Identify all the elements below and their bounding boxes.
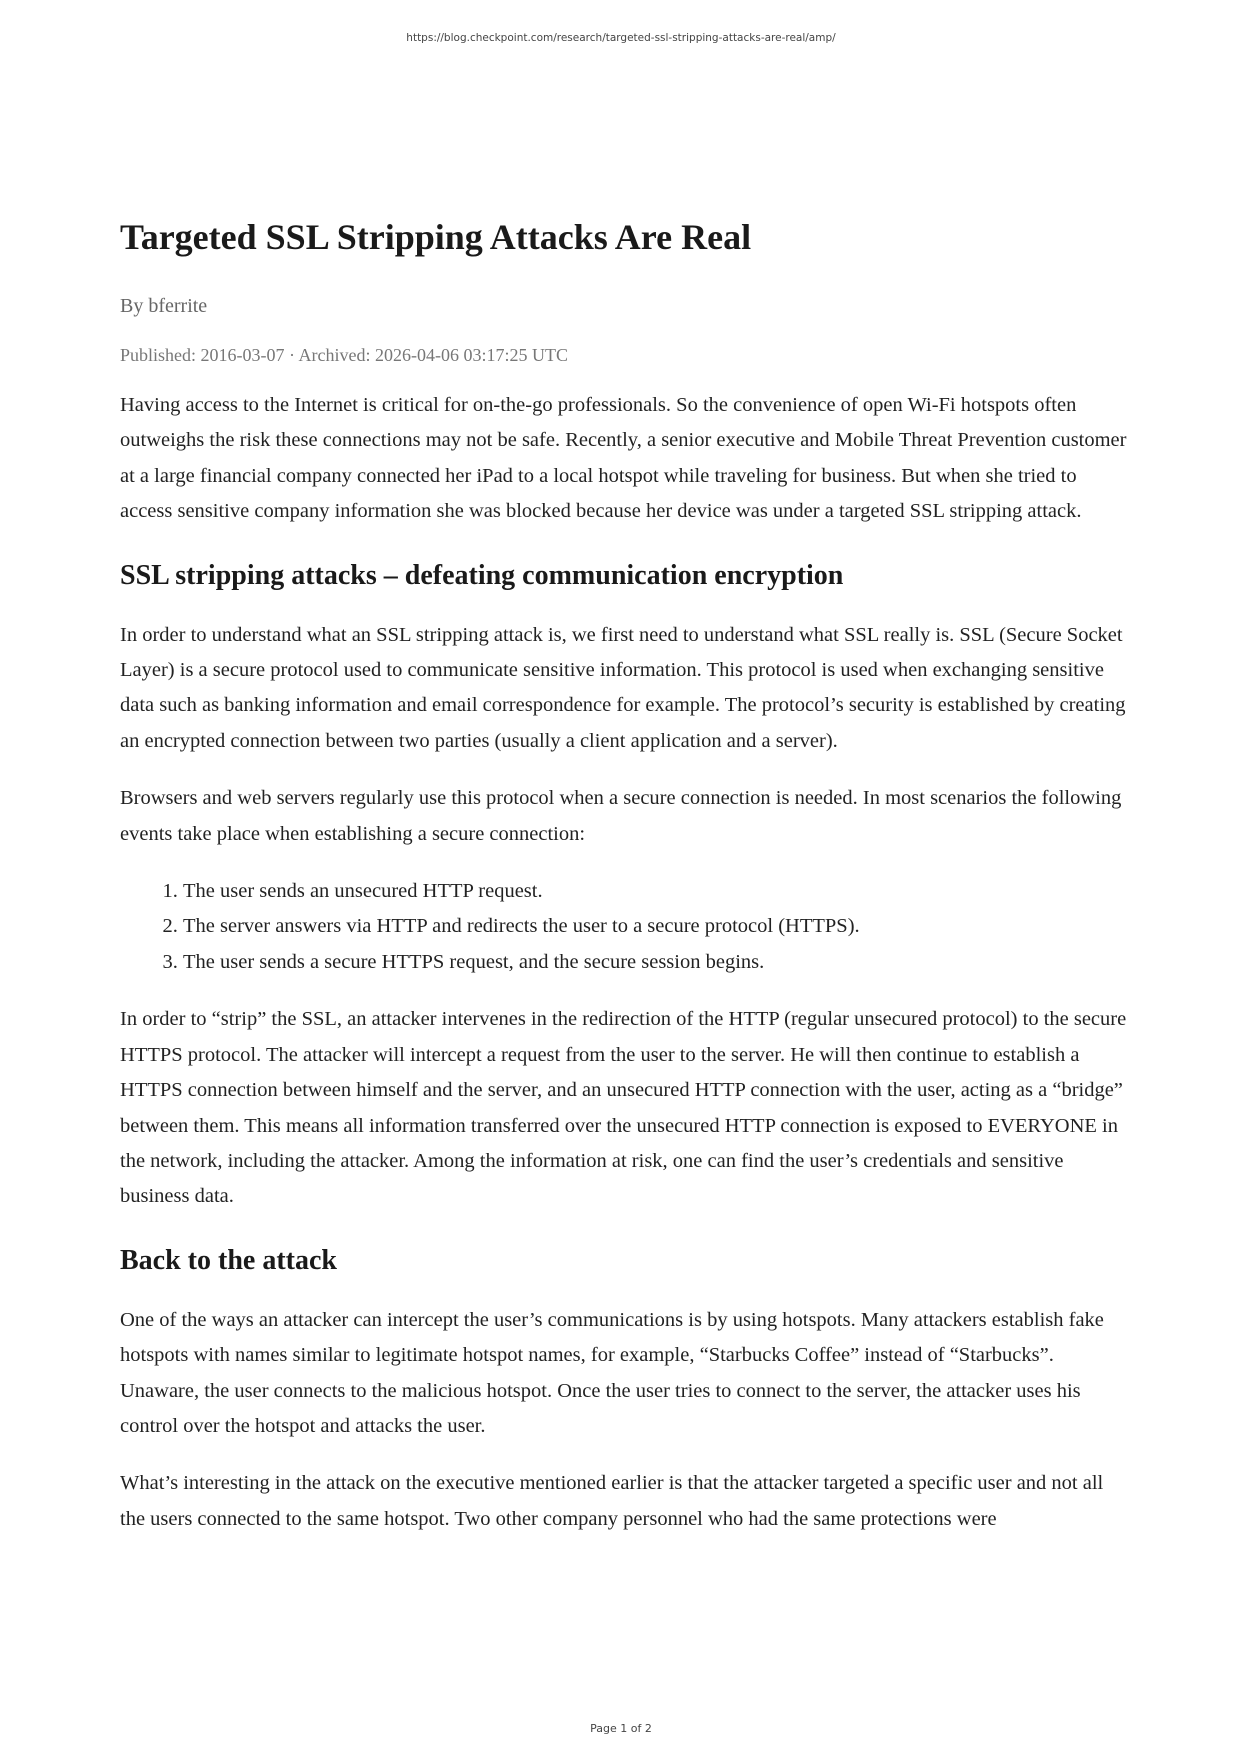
steps-list: [120, 874, 1132, 980]
paragraph: Having access to the Internet is critical for on-the-go professionals. So the convenience of open Wi-Fi hotspots often outweighs the risk these connections may not be safe. Recently, a senior executive and Mobile Threat Prevention customer at a large financial company connected her iPad to a local hotspot while traveling for business. But when she tried to access sensitive company information she was blocked because her device was under a targeted SSL stripping attack.: [120, 394, 1127, 523]
byline: By bferrite: [120, 295, 208, 317]
section-heading: Back to the attack: [120, 1244, 337, 1276]
publish-meta: Published: 2016-03-07 · Archived: 2026-04-06 03:17:25 UTC: [120, 345, 568, 365]
article-title: Targeted SSL Stripping Attacks Are Real: [120, 217, 752, 257]
paragraph: In order to “strip” the SSL, an attacker intervenes in the redirection of the HTTP (regular unsecured protocol) to the secure HTTPS protocol. The attacker will intercept a request from the user to the server. He will then continue to establish a HTTPS connection between himself and the server, and an unsecured HTTP connection with the user, acting as a “bridge” between them. This means all information transferred over the unsecured HTTP connection is exposed to EVERYONE in the network, including the attacker. Among the information at risk, one can find the user’s credentials and sensitive business data.: [120, 1008, 1127, 1208]
paragraph: One of the ways an attacker can intercept the user’s communications is by using hotspots. Many attackers establish fake hotspots with names similar to legitimate hotspot names, for example, “Starbucks Coffee” instead of “Starbucks”. Unaware, the user connects to the malicious hotspot. Once the user tries to connect to the server, the attacker uses his control over the hotspot and attacks the user.: [120, 1308, 1104, 1437]
section-heading: SSL stripping attacks – defeating communication encryption: [120, 559, 844, 591]
paragraph: Browsers and web servers regularly use this protocol when a secure connection is needed. In most scenarios the following events take place when establishing a secure connection:: [120, 787, 1122, 845]
page-url: https://blog.checkpoint.com/research/targeted-ssl-stripping-attacks-are-real/amp/: [406, 32, 836, 44]
paragraph: In order to understand what an SSL stripping attack is, we first need to understand what SSL really is. SSL (Secure Socket Layer) is a secure protocol used to communicate sensitive information. This protocol is used when exchanging sensitive data such as banking information and email correspondence for example. The protocol’s security is established by creating an encrypted connection between two parties (usually a client application and a server).: [120, 623, 1126, 752]
list-item: 2. The server answers via HTTP and redirects the user to a secure protocol (HTTPS).: [183, 909, 1132, 944]
paragraph: What’s interesting in the attack on the executive mentioned earlier is that the attacker targeted a specific user and not all the users connected to the same hotspot. Two other company personnel who had the same protections were: [120, 1472, 1104, 1530]
list-item: 1. The user sends an unsecured HTTP request.: [183, 874, 1132, 909]
article: [120, 213, 1132, 1559]
list-item: 3. The user sends a secure HTTPS request, and the secure session begins.: [183, 945, 1132, 980]
page-number: Page 1 of 2: [590, 1722, 652, 1735]
